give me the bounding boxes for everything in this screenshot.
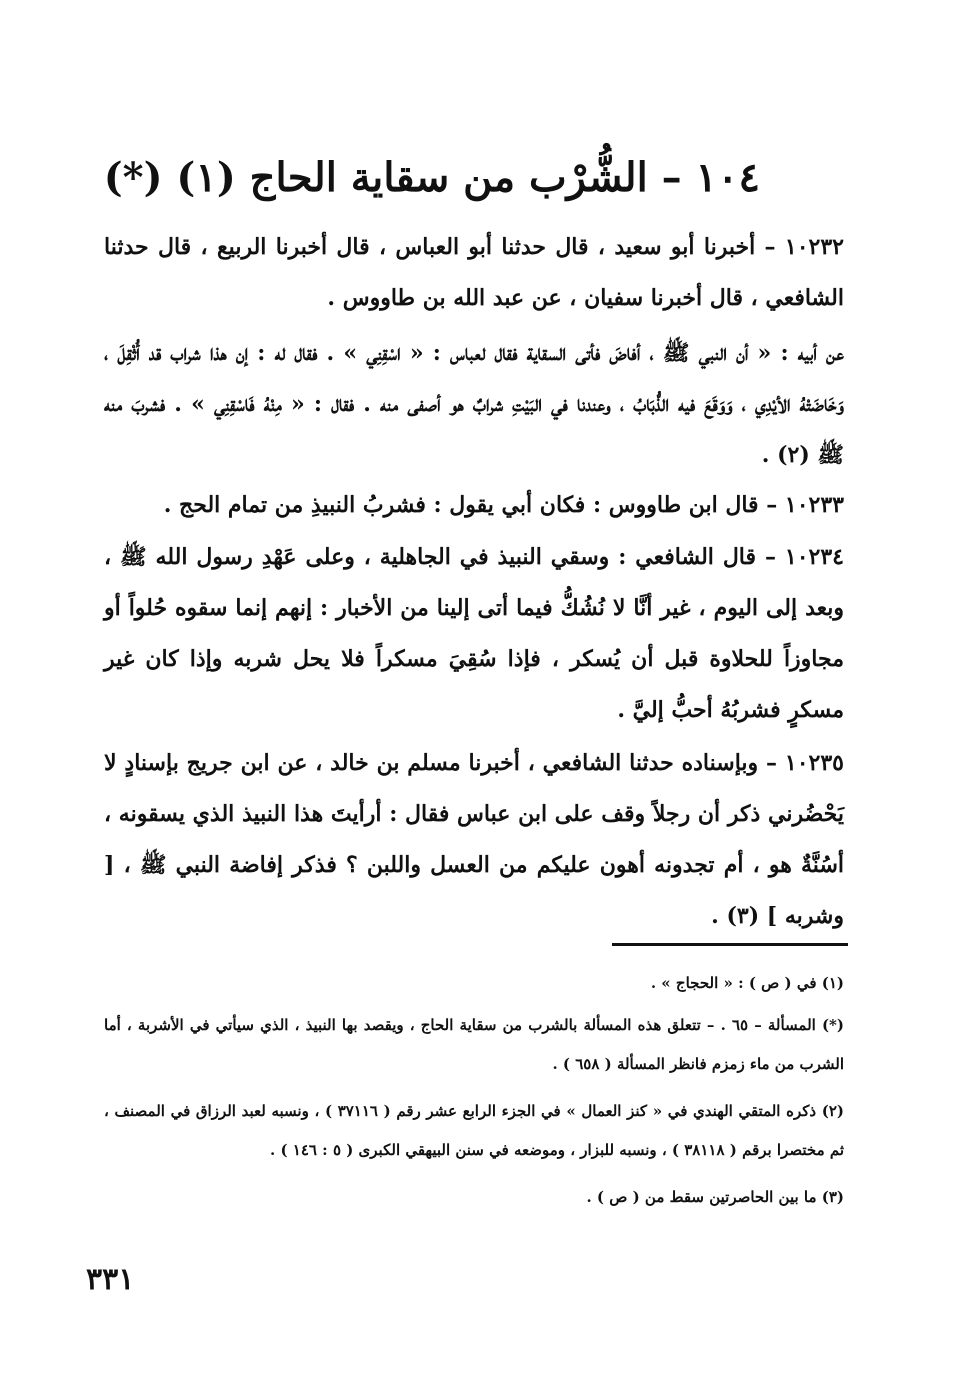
section-title: ١٠٤ – الشُّرْب من سقاية الحاج (١) (*) — [103, 154, 760, 201]
hadith-paragraph-1232 — [104, 222, 844, 324]
paragraph-text: ١٠٢٣٤ – قال الشافعي : وسقي النبيذ في الجاهلية ، وعلى عَهْدِ رسول الله ﷺ ، وبعد إلى اليوم ، غير أنَّا لا نُشُكُّ فيما أتى إلينا من الأخبار : إنهم إنما سقوه حُلواً أو مجاوزاً للحلاوة قبل أن يُسكر ، فإذا سُقِيَ مسكراً فلا يحل شربه وإذا كان غير مسكرٍ فشربُهُ أحبُّ إليَّ . — [104, 544, 844, 723]
paragraph-text: ١٠٢٣٥ – وبإسناده حدثنا الشافعي ، أخبرنا مسلم بن خالد ، عن ابن جريج بإسنادٍ لا يَحْضُرني ذكر أن رجلاً وقف على ابن عباس فقال : أرأيتَ هذا النبيذ الذي يسقونه ، أسُنَّةٌ هو ، أم تجدونه أهون عليكم من العسل واللبن ؟ فذكر إفاضة النبي ﷺ ، [ وشربه ] (٣) . — [104, 750, 844, 929]
footnotes-section — [104, 964, 844, 1225]
footnote-1: (١) في ( ص ) : « الحجاج » . — [650, 974, 844, 992]
hadith-paragraph-1234 — [104, 532, 844, 736]
paragraph-text: ١٠٢٣٢ – أخبرنا أبو سعيد ، قال حدثنا أبو العباس ، قال أخبرنا الربيع ، قال حدثنا الشافعي ، قال أخبرنا سفيان ، عن عبد الله بن طاووس . — [104, 234, 844, 311]
paragraph-text: عن أبيه : « أن النبي ﷺ ، أفاضَ فأتى السقاية فقال لعباس : « اسْقِنِي » . فقال له : إن هذا شراب قد أُثْقِلَ ، وَخَاضَتْهُ الأيْدِي ، وَوَقَعَ فيه الذُّبَابُ ، وعندنا في البَيْتِ شرابٌ هو أصفى منه . فقال : « مِنْهُ فَاسْقِنِي » . فشربَ منه ﷺ (٢) . — [104, 340, 844, 468]
hadith-paragraph-1233 — [104, 480, 844, 531]
footnote-asterisk: (*) المسألة – ٦٥ . – تتعلق هذه المسألة بالشرب من سقاية الحاج ، ويقصد بها النبيذ ، الذي سيأتي في الأشربة ، أما الشرب من ماء زمزم فانظر المسألة ( ٦٥٨ ) . — [104, 1016, 844, 1073]
hadith-paragraph-1235 — [104, 738, 844, 942]
footnote-2: (٢) ذكره المتقي الهندي في « كنز العمال » في الجزء الرابع عشر رقم ( ٣٧١١٦ ) ، ونسبه لعبد الرزاق في المصنف ، ثم مختصرا برقم ( ٣٨١١٨ ) ، ونسبه للبزار ، وموضعه في سنن البيهقي الكبرى ( ٥ : ١٤٦ ) . — [104, 1102, 844, 1159]
page-number: ٣٣١ — [86, 1262, 135, 1297]
paragraph-text: ١٠٢٣٣ – قال ابن طاووس : فكان أبي يقول : فشربُ النبيذِ من تمام الحج . — [163, 492, 844, 518]
footnote-3: (٣) ما بين الحاصرتين سقط من ( ص ) . — [586, 1188, 844, 1206]
hadith-paragraph-narration — [104, 328, 844, 481]
footnote-divider — [612, 943, 848, 946]
